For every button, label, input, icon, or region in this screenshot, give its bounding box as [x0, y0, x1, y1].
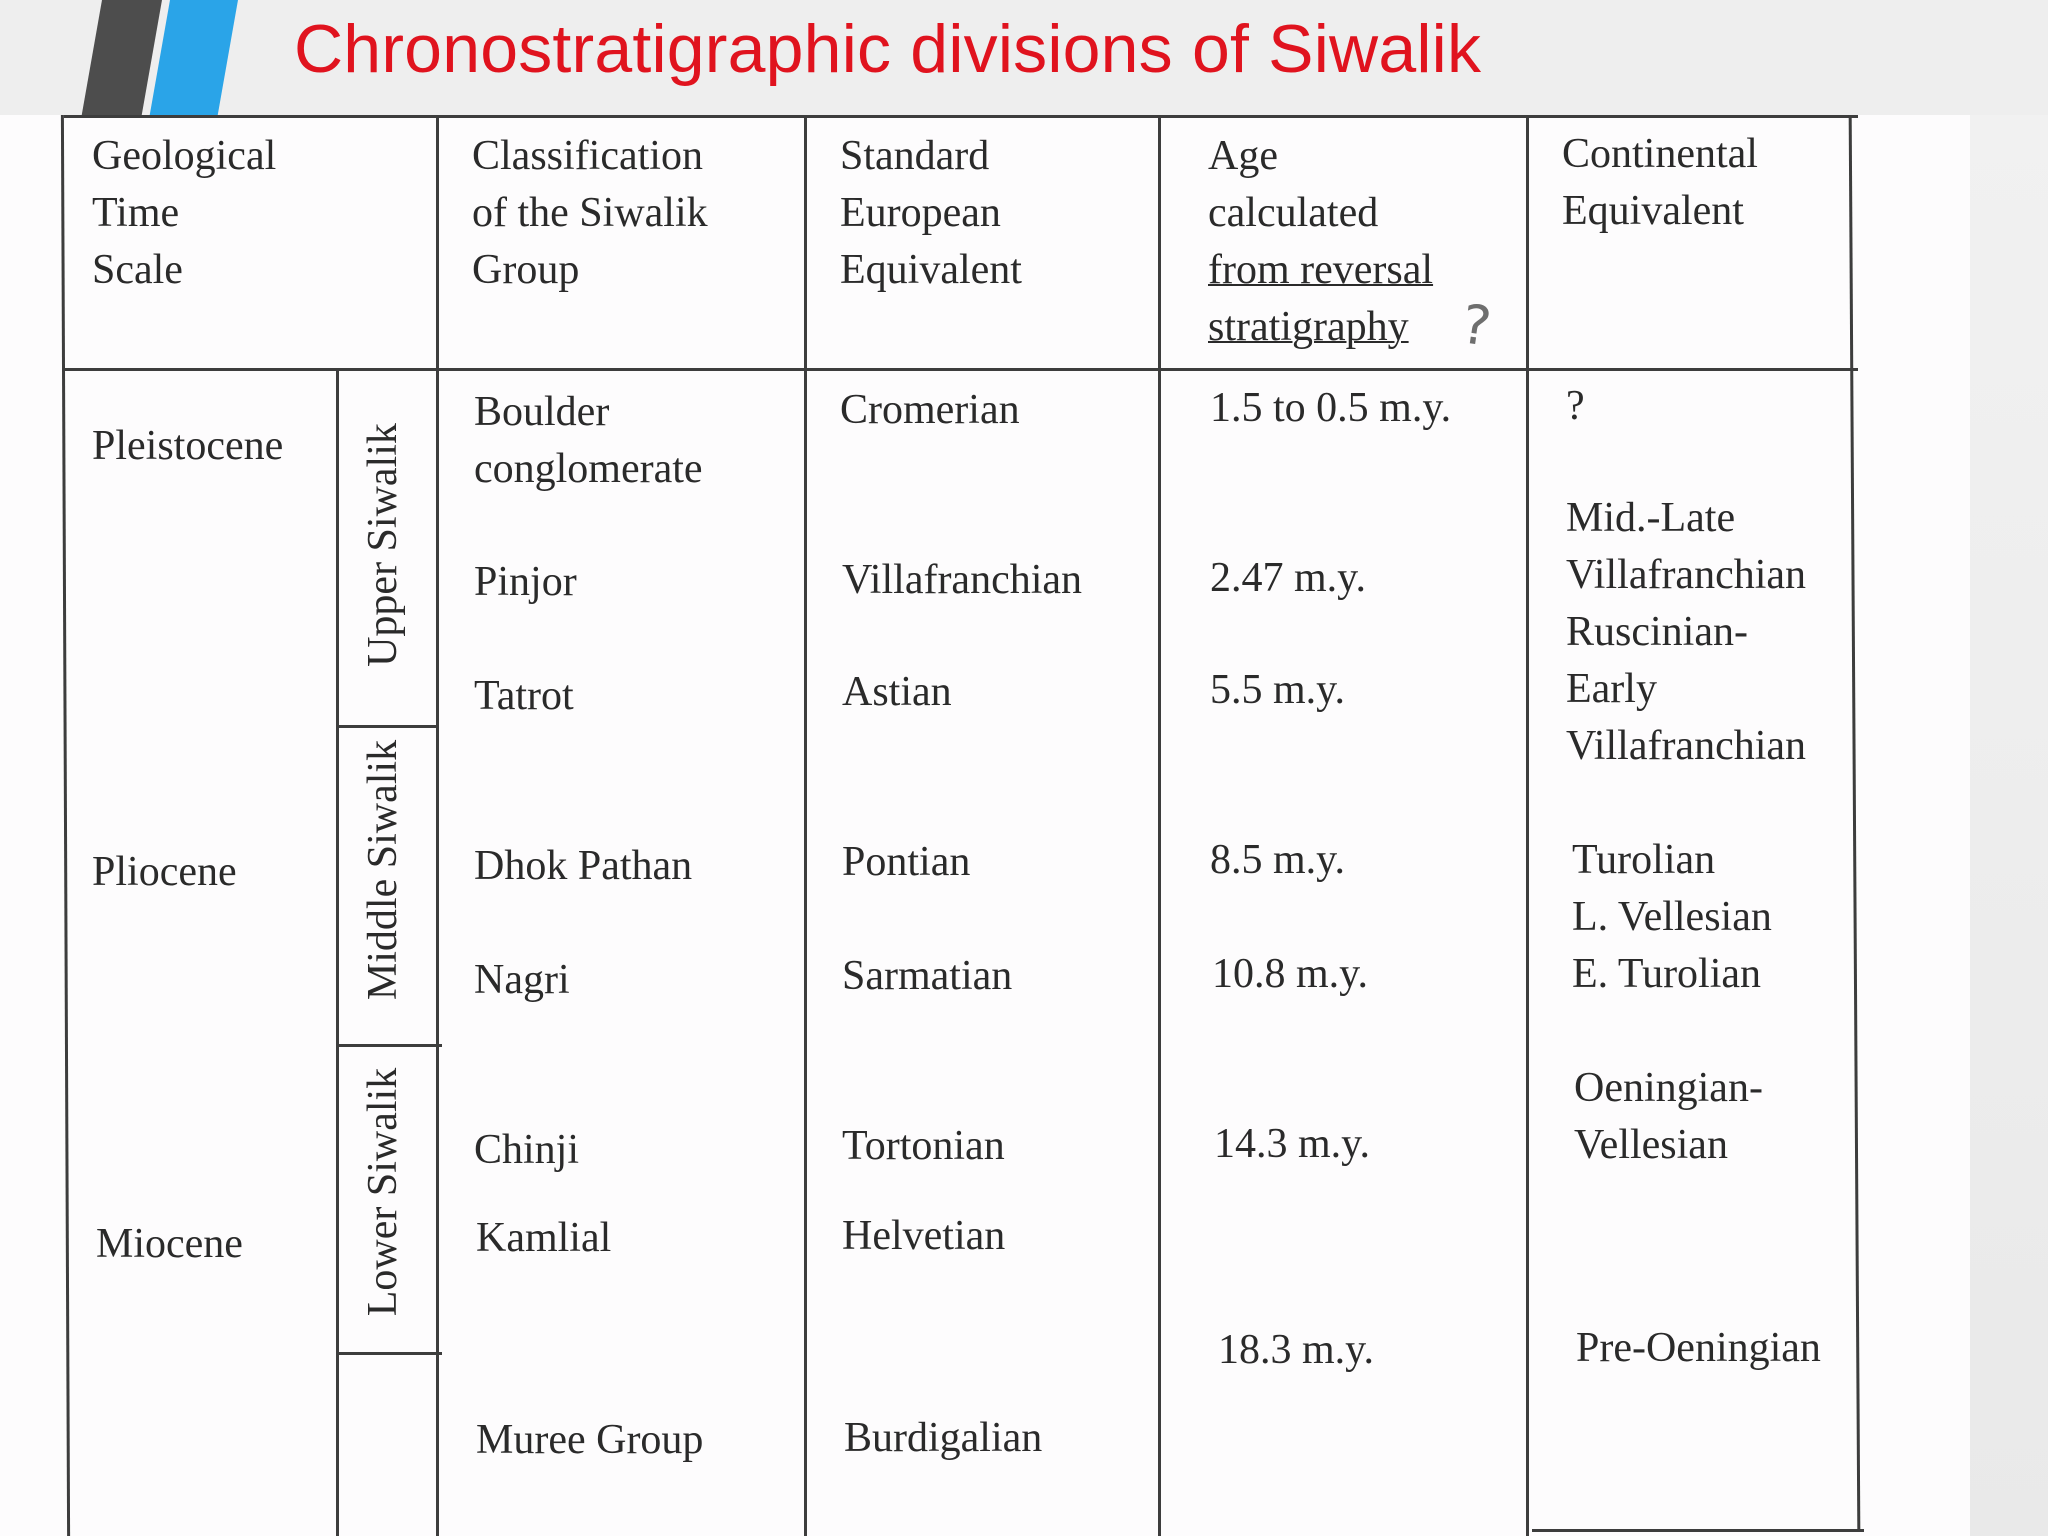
age-1: 1.5 to 0.5 m.y.	[1210, 385, 1452, 431]
col-border-4	[1526, 115, 1529, 1536]
european-astian: Astian	[842, 669, 952, 715]
age-4: 8.5 m.y.	[1210, 837, 1345, 883]
col-border-right	[1849, 115, 1861, 1531]
handwritten-question-mark: ?	[1457, 292, 1495, 359]
european-villafranchian: Villafranchian	[842, 557, 1083, 603]
european-burdigalian: Burdigalian	[844, 1415, 1043, 1461]
formation-tatrot: Tatrot	[474, 673, 574, 719]
age-5: 10.8 m.y.	[1212, 951, 1368, 997]
european-tortonian: Tortonian	[842, 1123, 1005, 1169]
european-helvetian: Helvetian	[842, 1213, 1006, 1259]
header-continental-equivalent: Continental Equivalent	[1562, 131, 1758, 234]
header-european-equivalent: Standard European Equivalent	[840, 133, 1022, 293]
division-upper-siwalik: Upper Siwalik	[360, 423, 406, 667]
european-sarmatian: Sarmatian	[842, 953, 1013, 999]
header-bottom-border	[64, 368, 1858, 371]
formation-dhok-pathan: Dhok Pathan	[474, 843, 693, 889]
page-title: Chronostratigraphic divisions of Siwalik	[294, 11, 1482, 87]
col-border-division	[336, 368, 339, 1536]
age-7: 18.3 m.y.	[1218, 1327, 1374, 1373]
header-geological-time-scale: Geological Time Scale	[92, 133, 277, 293]
epoch-miocene: Miocene	[96, 1221, 243, 1267]
header-classification: Classification of the Siwalik Group	[472, 133, 708, 293]
continental-villafranchian-block: Mid.-Late Villafranchian Ruscinian- Early Villafranchian	[1566, 495, 1807, 769]
col-border-left	[61, 115, 70, 1536]
formation-boulder-conglomerate: Boulder conglomerate	[474, 389, 703, 492]
age-2: 2.47 m.y.	[1210, 555, 1366, 601]
continental-pre-oeningian: Pre-Oeningian	[1576, 1325, 1821, 1371]
european-pontian: Pontian	[842, 839, 971, 885]
european-cromerian: Cromerian	[840, 387, 1020, 433]
continental-unknown: ?	[1566, 383, 1585, 429]
header-age: Age calculated from reversal stratigraphy	[1208, 133, 1434, 350]
continental-oeningian-block: Oeningian- Vellesian	[1574, 1065, 1763, 1168]
formation-kamlial: Kamlial	[476, 1215, 612, 1261]
age-6: 14.3 m.y.	[1214, 1121, 1370, 1167]
slide-right-margin	[1970, 115, 2048, 1536]
table-top-border	[64, 115, 1858, 118]
formation-muree-group: Muree Group	[476, 1417, 704, 1463]
formation-nagri: Nagri	[474, 957, 570, 1003]
epoch-pleistocene: Pleistocene	[92, 423, 284, 469]
continental-turolian-block: Turolian L. Vellesian E. Turolian	[1572, 837, 1772, 997]
division-middle-siwalik: Middle Siwalik	[360, 739, 406, 1001]
col-border-1	[436, 115, 439, 1536]
col-border-2	[804, 115, 807, 1536]
table-bottom-border	[1532, 1529, 1864, 1532]
formation-chinji: Chinji	[474, 1127, 580, 1173]
epoch-pliocene: Pliocene	[92, 849, 237, 895]
col-border-3	[1158, 115, 1161, 1536]
division-lower-siwalik: Lower Siwalik	[360, 1067, 406, 1317]
formation-pinjor: Pinjor	[474, 559, 577, 605]
age-3: 5.5 m.y.	[1210, 667, 1345, 713]
